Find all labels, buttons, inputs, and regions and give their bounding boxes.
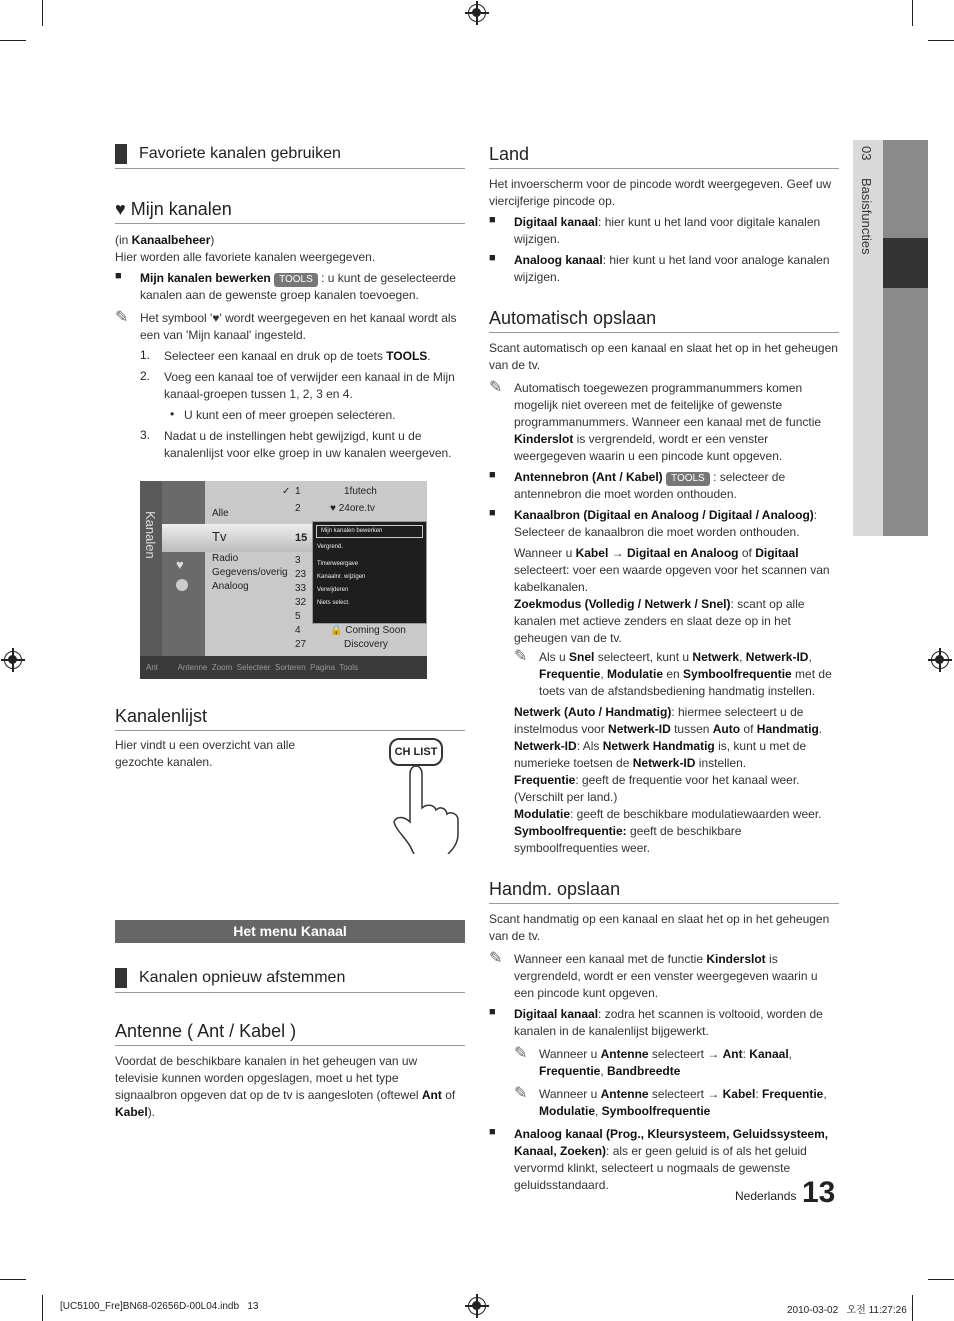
popup-item[interactable]: Niets select. (317, 600, 350, 606)
note-icon: ✎ (514, 1045, 528, 1062)
heart-icon: ♥ (176, 557, 184, 572)
text: Voordat de beschikbare kanalen in het geheugen van uw televisie kunnen worden opgeslagen, moet u het type signaalbron opgeven dat op de tv is aangesloten (oftewel Ant of Kabel). (115, 1054, 456, 1119)
text: (in Kanaalbeheer) (115, 233, 215, 247)
tools-badge: TOOLS (666, 472, 710, 486)
section-title: Antenne ( Ant / Kabel ) (115, 1021, 465, 1046)
note-icon: ✎ (115, 309, 129, 326)
globe-icon (176, 579, 188, 591)
section-title: Handm. opslaan (489, 879, 839, 904)
popup-item[interactable]: Verwijderen (317, 587, 349, 593)
popup-item[interactable]: Kanaalnr. wijzigen (317, 574, 366, 580)
text: Scant handmatig op een kanaal en slaat het op in het geheugen van de tv. (489, 912, 830, 943)
registration-mark-icon (468, 4, 486, 22)
footer-language: Nederlands (735, 1189, 797, 1203)
text: Hier worden alle favoriete kanalen weergegeven. (115, 250, 376, 264)
screen-footer: Ant Antenne Zoom Selecteer Sorteren Pagina Tools (140, 656, 427, 679)
note-icon: ✎ (514, 1085, 528, 1102)
popup-item[interactable]: Vergrend. (317, 544, 344, 550)
menu-banner: Het menu Kanaal (115, 920, 465, 943)
right-column: Land Het invoerscherm voor de pincode wordt weergegeven. Geef uw viercijferige pincode op. ■ Digitaal kanaal: hier kunt u het land voor digitale kanalen wijzigen. ■ Analoog kanaal: hier kunt u het land voor analoge kanalen wijzigen. Automatisch opslaan Scant automatisch op een kanaal en slaat het op in het geheugen van de tv. ✎ Automatisch toegewezen programmanummers komen mogelijk niet overeen met de feitelijke of gewenste programmanummers. Wanneer een kanaal met de functie Kinderslot is vergrendeld, wordt er een venster weergegeven waarin u een pincode kunt opgeven. ■ Antennebron (Ant / Kabel) TOOLS : selecteer de antennebron die moet worden onthouden. ■ Kanaalbron (Digitaal en Analoog / Digitaal / Analoog): Selecteer de kanaalbron die moet worden onthouden. Wanneer u Kabel → Digitaal en Analoog of Digitaal selecteert: voer een waarde opgeven voor het scannen van kabelkanalen. Zoekmodus (Volledig / Netwerk / Snel): scant op alle kanalen met actieve zenders en slaat deze op in het geheugen van de tv. ✎ Als u Snel selecteert, kunt u Netwerk, Netwerk-ID, Frequentie, Modulatie en Symboolfrequentie met de toets van de afstandsbediening handmatig instellen. Netwerk (Auto / Handmatig): hiermee selecteert u de instelmodus voor Netwerk-ID tussen Auto of Handmatig. Netwerk-ID: Als Netwerk Handmatig is, kunt u met de numerieke toetsen de Netwerk-ID instellen. Frequentie: geeft de frequentie voor het kanaal weer. (Verschilt per land.) Modulatie: geeft de beschikbare modulatiewaarden weer. Symboolfrequentie: geeft de beschikbare symboolfrequenties weer. Handm. opslaan Scant handmatig op een kanaal en slaat het op in het geheugen van de tv. ✎ Wanneer een kanaal met de functie Kinderslot is vergrendeld, wordt er een venster weergegeven waarin u een pincode kunt opgeven. ■ Digitaal kanaal: zodra het scannen is voltooid, worden de kanalen in de kanalenlijst bijgewerkt. ✎ Wanneer u Antenne selecteert → Ant: Kanaal, Frequentie, Bandbreedte ✎ Wanneer u Antenne selecteert → Kabel: Frequentie, Modulatie, Symboolfrequentie ■ Analoog kanaal (Prog., Kleursysteem, Geluidssysteem, Kanaal, Zoeken): als er geen geluid is of als het geluid vervormd klinkt, selecteert u nogmaals de gewenste geluidsstandaard. (489, 144, 838, 1192)
popup-item[interactable]: Mijn kanalen bewerken (316, 525, 423, 538)
text: Het invoerscherm voor de pincode wordt weergegeven. Geef uw viercijferige pincode op. (489, 177, 832, 208)
registration-mark-icon (931, 651, 949, 669)
check-icon: ✓ (282, 486, 291, 497)
heart-icon: ♥ (212, 311, 220, 325)
side-tab (853, 140, 928, 536)
section-title: Kanalenlijst (115, 706, 465, 731)
text: Scant automatisch op een kanaal en slaat het op in het geheugen van de tv. (489, 341, 838, 372)
side-chapter: 03 (859, 146, 874, 161)
registration-mark-icon (468, 1297, 486, 1315)
registration-mark-icon (4, 651, 22, 669)
note-icon: ✎ (514, 648, 528, 665)
print-date-info: 2010-03-02 오전 11:27:26 (787, 1305, 907, 1316)
print-file-info: [UC5100_Fre]BN68-02656D-00L04.indb 13 (60, 1301, 259, 1312)
left-column: Favoriete kanalen gebruiken ♥ Mijn kanalen (in Kanaalbeheer) Hier worden alle favoriete kanalen weergegeven. ■ Mijn kanalen bewerken TOOLS : u kunt de geselecteerde kanalen aan de gewenste groep kanalen toevoegen. ✎ Het symbool '♥' wordt weergegeven en het kanaal wordt als een van 'Mijn kanaal' ingesteld. 1. Selecteer een kanaal en druk op de toets TOOLS. 2. Voeg een kanaal toe of verwijder een kanaal in de Mijn kanaal-groepen tussen 1, 2, 3 en 4. • U kunt een of meer groepen selecteren. 3. Nadat u de instellingen hebt gewijzigd, kunt u de kanalenlijst voor elke groep in uw kanalen weergeven. Kanalenlijst Hier vindt u een overzicht van alle gezochte kanalen. CH LIST Het menu Kanaal Kanalen opnieuw afstemmen Antenne ( Ant / Kabel ) Voordat de beschikbare kanalen in het geheugen van uw televisie kunnen worden opgeslagen, moet u het type signaalbron opgeven dat op de tv is aangesloten (oftewel Ant of Kabel). (115, 144, 465, 462)
page-number: 13 (802, 1176, 836, 1209)
section-title: Automatisch opslaan (489, 308, 839, 333)
ch-list-button: CH LIST (389, 738, 443, 766)
hand-icon (390, 764, 465, 854)
heart-icon: ♥ (115, 199, 126, 219)
note-icon: ✎ (489, 379, 503, 396)
screen-title: Kanalen (143, 511, 158, 559)
note-icon: ✎ (489, 950, 503, 967)
heart-icon: ♥ (330, 503, 336, 514)
tools-popup (312, 521, 427, 624)
section-title: ♥ Mijn kanalen (115, 199, 465, 224)
tools-badge: TOOLS (274, 273, 318, 287)
section-header: Kanalen opnieuw afstemmen (115, 968, 465, 993)
lock-icon: 🔒 (330, 625, 343, 636)
side-label: Basisfuncties (859, 178, 874, 255)
text: Hier vindt u een overzicht van alle gezochte kanalen. (115, 738, 296, 769)
popup-item[interactable]: Timerweergave (317, 561, 359, 567)
section-title: Land (489, 144, 839, 169)
section-header: Favoriete kanalen gebruiken (115, 144, 465, 169)
channel-list-screen: Kanalen ♥ Alle Tv Radio Gegevens/overig Analoog ✓ 1 2 15 3 23 33 32 5 4 27 1futech ♥ 24ore.tv 🔒 Coming Soon Discovery Mijn kanalen bewerken Vergrend. Timerweergave Kanaalnr. wijzigen Verwijderen Niets select. Ant Antenne Zoom Selecteer Sorteren Pagina Tools (140, 481, 427, 679)
